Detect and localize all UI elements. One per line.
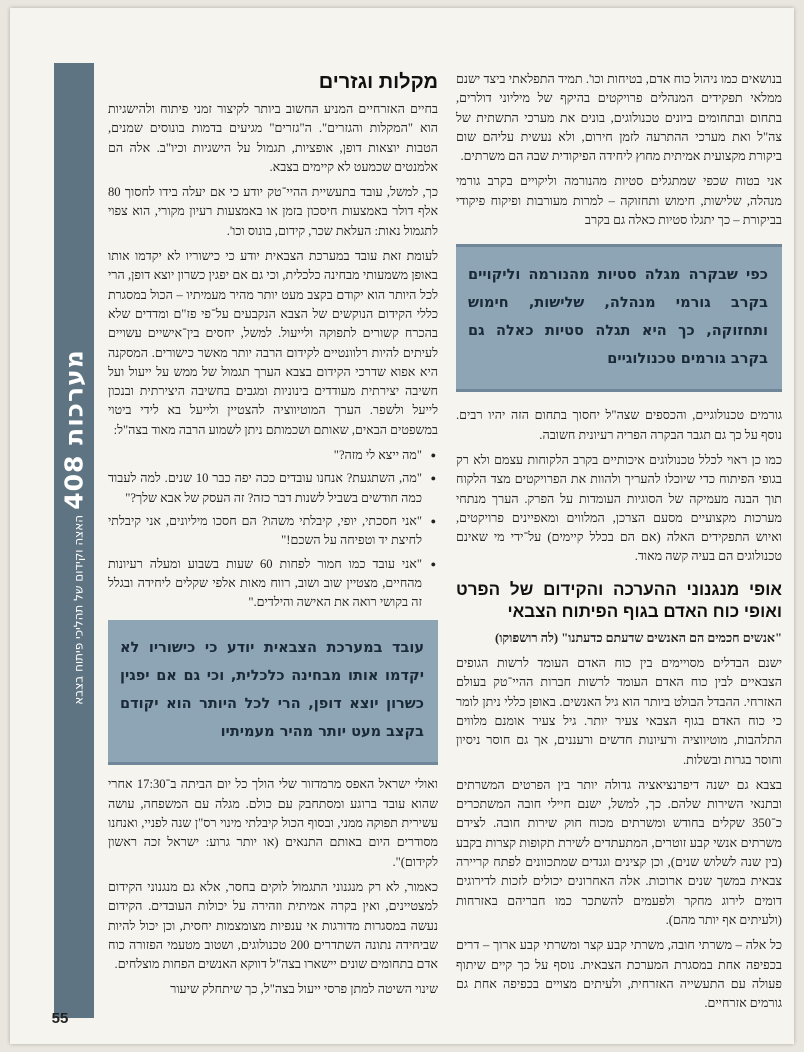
paragraph: גורמים טכנולוגיים, והכספים שצה"ל יחסוך בתחום הזה יהיו רבים. נוסף על כך גם תגבר הבקרה הפריה רעיונית חשובה. [456,408,782,442]
paragraph: כאמור, לא רק מנגנוני התגמול לוקים בחסר, אלא גם מנגנוני הקידום למצטיינים, ואין בקרה אמיתית וזהירה על יכולות העובדים. הקידום נעשה במסגרות מדורגות אי ענפיות מצומצמות יחסית, וכן יכול להיות שביחידה נתונה השתדרים 200 טכנולוגים, ושטוב מטעמי הפזורה כוח אדם בתחומים שונים יישארו בצה"ל דווקא האנשים הפחות מוצלחים. [108,879,438,972]
section-heading-sticks-carrots: מקלות וגזרים [318,71,438,93]
section-title: האצה וקידום של תהליכי פיתוח בצבא [71,514,86,705]
paragraph: כך, למשל, עובד בתעשיית ההיי־טק יודע כי אם יעלה בידו לחסוך 80 אלף דולר באמצעות חיסכון בזמן או באמצעות רעיון מקורי, הוא צפוי לתגמול נאות: העלאת שכר, קידום, בונוס וכו'. [108,185,438,238]
list-item: ● "מה, השתגעת? אנחנו עובדים ככה יפה כבר 10 שנים. למה לעבוד כמה חודשים בשביל לשנות דבר כזה? זה העסק של אבא שלך?" [108,469,422,508]
list-item: ● "אני חסכתי, יופי, קיבלתי משהו? הם חסכו מיליונים, אני קיבלתי לחיצת יד וטפיחה על השכם!" [108,512,422,551]
paragraph: בנושאים כמו ניהול כוח אדם, בטיחות וכו'. תמיד התפלאתי ביצד ישנם ממלאי תפקידים המנהלים פרויקטים בהיקף של מיליוני דולרים, בתחום ובתחומים ביונים טכנולוגים, בונים את מערכי התשתית של צה"ל ואת מערכי ההתרעה לזמן חירום, ולא נעשית עליהם שום ביקורת מקצועית אמיתית מחוץ ליחידה הפיקודית שבה הם משרתים. [456,72,782,164]
list-item: ● "אני עובד כמו חמור לפחות 60 שעות בשבוע ומעלה רעיונות מהחיים, מצטיין שוב ושוב, רווח מאות אלפי שקלים ליחידה ובגלל זה בקושי רואה את האישה והילדים." [108,555,422,613]
paragraph: לעומת זאת עובד במערכת הצבאית יודע כי כישוריו לא יקדמו אותו באופן משמעותי מבחינה כלכלית, וכי גם אם יפגין כשרון יוצא דופן, הרי לכל היותר הוא יקודם בקצב מעט יותר מהיר מעמיתיו – הכול במסגרת כללי הקידום הנוקשים של הצבא הנקבעים על־פי פז"ם ומדדים שלא בהכרח קשורים לתפוקה ולייעול. למשל, יחסים בין־אישיים עשויים לעיתים להיות רלוונטיים לקידום הרבה יותר מאשר כישורים. המסקנה היא אפוא שדרכי הקידום בצבא הערך תגמול של ממש על ייעול ועל חשיבה יצירתית מעודדים בינוניות ומגבים בחשיבה היצירתית ובנכון לייעל ולשפר. הערך המוטיווציה להצטיין ולייעל בא לידי ביטוי במשפטים הבאים, שאותם ושכמותם ניתן לשמוע הרבה מאוד בצה"ל: [108,249,438,437]
paragraph: שינוי השיטה למתן פרסי ייעול בצה"ל, כך שיתחלק שיעור [170,982,438,997]
pull-quote-left: עובד במערכת הצבאית יודע כי כישוריו לא יקדמו אותו מבחינה כלכלית, וכי גם אם יפגין כשרון יוצא דופן, הרי לכל היותר הוא יקודם בקצב מעט יותר מהיר מעמיתיו [108,620,438,765]
sidebar-text [60,349,89,733]
section-heading-evaluation: אופי מנגנוני ההערכה והקידום של הפרט ואופי כוח האדם בגוף הפיתוח הצבאי [456,579,782,621]
left-column [108,70,438,1006]
paragraph: ישנם הבדלים מסויימים בין כוח האדם העומד לרשות הגופים הצבאיים לבין כוח האדם העומד לרשות חברות ההיי־טק בעולם האזרחי. ההבדל הבולט ביותר הוא גיל האנשים. באופן כללי ניתן לומר כי כוח האדם בגוף הצבאי צעיר יותר. גיל צעיר אומנם מלווים התלהבות, מוטיווציה ורעיונות חדשים ורעננים, אך גם חוסר ניסיון וחוסר בגרות ובשלות. [456,656,782,767]
paragraph: אני בטוח שכפי שמתגלים סטיות מהנורמה וליקויים בקרב גורמי מנהלה, שלישות, חימוש ותחזוקה – למרות מעורבות ופיקוח פיקודי בביקורת – כך יתגלו סטיות כאלה גם בקרב [456,174,782,228]
list-item: ● "מה ייצא לי מזה?" [108,446,422,465]
paragraph: כמו כן ראוי לכלל טכנולוגים איכותיים בקרב הלקוחות עצמם ולא רק בגופי הפיתוח כדי שיוכלו להעריך ולהוות את הפרויקטים מצד הלקוח תוך הבנה מעמיקה של הסוגיות העומדות על הפרק. הערך מנתחי מערכות מקצועיים מסעם הצרכן, המלווים ומאפיינים פרויקטים, ואיוש התפקידים האלה (אם הם בכלל קיימים) על־ידי מי שאינם טכנולוגים הם בעיה קשה מאוד. [456,452,782,564]
paragraph: בחיים האזרחיים המניע החשוב ביותר לקיצור זמני פיתוח ולהישגיות הוא "המקלות והגזרים". ה"גזרים" מגיעים בדמות בונוסים שמנים, הטבות יוצאות דופן, אופציות, תגמול על הישגיות וכיו"ב. אלה הם אלמנטים שכמעט לא קיימים בצבא. [108,102,438,174]
page-number: 55 [51,1010,69,1027]
magazine-page [10,8,794,1044]
pull-quote-right: כפי שבקרה מגלה סטיות מהנורמה וליקויים בקרב גורמי מנהלה, שלישות, חימוש ותחזוקה, כך היא תגלה סטיות כאלה גם בקרב גורמים טכנולוגיים [456,244,782,392]
epigraph-quote: "אנשים חכמים הם האנשים שדעתם כדעתנו" (לה רושפוקו) [495,630,782,645]
paragraph: כל אלה – משרתי חובה, משרתי קבע קצר ומשרתי קבע ארוך – דרים בכפיפה אחת במסגרת המערכת הצבאית. נוסף על כך קיים שיתוף פעולה עם התעשייה האזרחית, ולעיתים מצויים בכפיפה אחת גם גורמים אזרחיים. [456,938,782,1011]
paragraph: ואולי ישראל האפס מרמדזור שלי הולך כל יום הביתה ב־17:30 אחרי שהוא עובד ברוגע ומסתחבק עם כולם. מגלה עם המשפחה, עושה עשירית תפוקה ממני, ובסוף הכול קיבלתי מינוי רס"ן שנה לפניי, ואנחנו מסודרים היום באותם התנאים (או יותר גרוע: ישראל זכה ראשון לקידום)". [108,777,438,869]
sidebar-strip [54,63,94,1018]
right-column [456,70,782,1019]
quotes-list [108,446,438,612]
magazine-brand: מערכות 408 [59,348,89,510]
paragraph: בצבא גם ישנה דיפרנציאציה גדולה יותר בין הפרטים המשרתים ובתנאי השירות שלהם. כך, למשל, ישנם חיילי חובה המשתכרים כ־350 שקלים בחודש ומשרתים מכוח חוק שירות חובה. לצידם משרתים אנשי קבע זוטרים, המתעתדים לשירת תקופות קצרות בקבע (בין שנה לשלוש שנים), וכן קצינים וגנדים שמתכוונים לפתח קריירה צבאית במשך שנים ארוכות. אלה האחרונים יכולים לזכות לדירוגים דומים לירוג מחקר ולפעמים להשתכר כמו חבריהם באזרחות (ולעיתים אף יותר מהם). [456,777,782,927]
